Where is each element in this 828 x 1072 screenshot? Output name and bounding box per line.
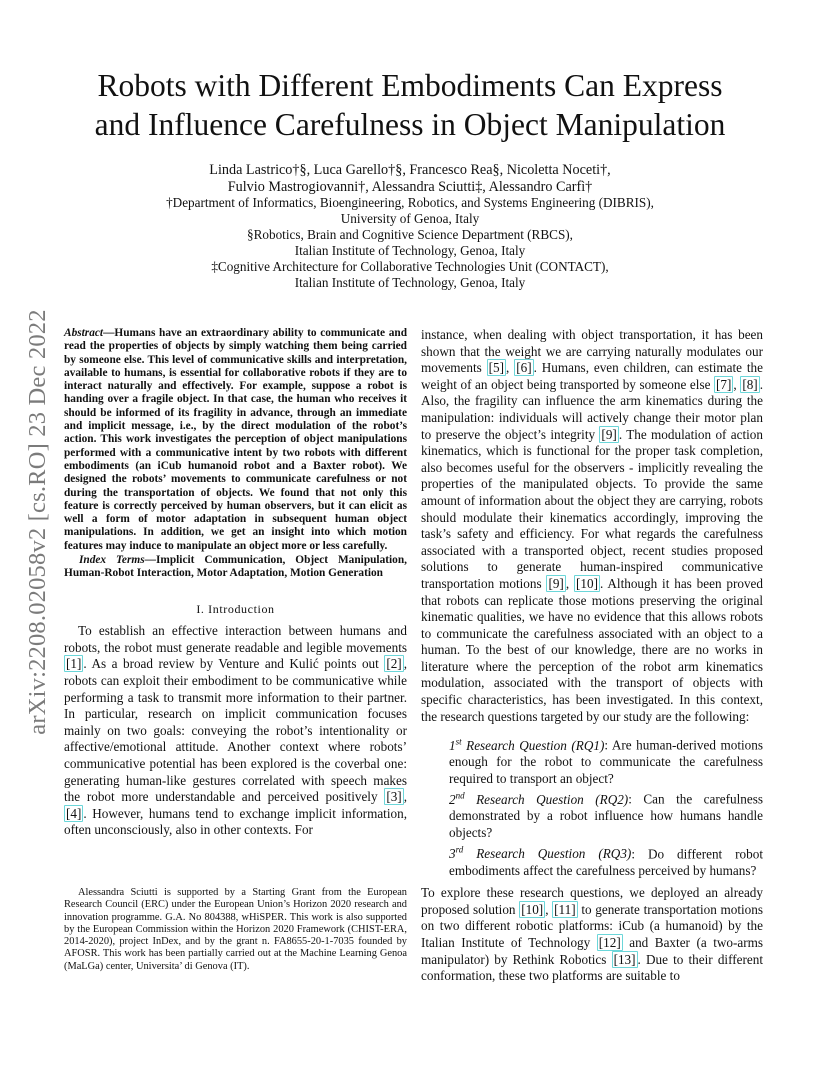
rq2-label bbox=[449, 792, 628, 807]
rq3-ordinal: rd bbox=[455, 844, 464, 855]
body-text: To explore these research questions, we deployed an already proposed solution bbox=[421, 885, 763, 917]
body-text: . The modulation of action kinematics, which is functional for the proper task completion, also becomes useful for the observers - implicitly revealing the properties of the manipulated objects. To provide the same amount of information about the object they are carrying, robots should modulate their kinematics accordingly, improving the task’s safety and efficiency. For what regards the carefulness associated with a transported object, recent studies proposed solutions to generate human-inspired communicative transportation motions bbox=[421, 426, 763, 591]
citation-link[interactable]: [3] bbox=[386, 789, 402, 805]
rq3-number: 3 bbox=[449, 845, 456, 861]
arxiv-side-stamp bbox=[18, 284, 58, 760]
citation-link[interactable]: [2] bbox=[386, 656, 402, 672]
section-heading-introduction: I. Introduction bbox=[196, 601, 275, 616]
rq1-number: 1 bbox=[449, 737, 456, 753]
intro-text: . As a broad review by Venture and Kulić points out bbox=[83, 656, 385, 672]
body-text: . Also, the fragility can influence the arm kinematics during the manipulation: individuals will actively change their motor plan to preserve the object’s integrity bbox=[421, 376, 763, 442]
authors-line-2: Fulvio Mastrogiovanni†, Alessandra Sciutti‡, Alessandro Carfì† bbox=[227, 178, 593, 195]
citation-link[interactable]: [1] bbox=[66, 656, 82, 672]
index-terms-heading: Index Terms bbox=[79, 554, 145, 567]
citation-link[interactable]: [10] bbox=[521, 901, 544, 917]
abstract-heading: Abstract bbox=[64, 327, 104, 339]
rq3-lead: Research Question (RQ3) bbox=[463, 845, 632, 861]
citation-link[interactable]: [9] bbox=[548, 575, 564, 591]
citation-link[interactable]: [13] bbox=[613, 951, 636, 967]
body-text: . Humans, even children, can estimate the weight of an object being transported by someone else bbox=[421, 360, 763, 392]
title-line-2: and Influence Carefulness in Object Manipulation bbox=[94, 107, 726, 142]
affiliation-2a: §Robotics, Brain and Cognitive Science Department (RBCS), bbox=[247, 227, 573, 243]
affiliation-2b: Italian Institute of Technology, Genoa, Italy bbox=[294, 243, 526, 259]
authors-line-1: Linda Lastrico†§, Luca Garello†§, Francesco Rea§, Nicoletta Noceti†, bbox=[209, 162, 611, 178]
rq1-label bbox=[449, 738, 604, 753]
funding-footnote: Alessandra Sciutti is supported by a Starting Grant from the European Research Council (ERC) under the European Union’s Horizon 2020 research and innovation programme. G.A. No 804388, wHiSPER. This work is also supported by the European Commission within the Horizon 2020 Framework (CHIST-ERA, 2014-2020), project InDex, and by the grant n. FA8655-20-1-7035 founded by AFOSR. This work has been partially carried out at the Machine Learning Genoa (MaLGa) center, Universita’ di Genova (IT). bbox=[64, 887, 407, 972]
body-text: . Due to their different conformation, these two platforms are suitable to bbox=[421, 951, 763, 984]
research-question-3 bbox=[449, 842, 763, 880]
right-paragraph-2 bbox=[421, 885, 763, 985]
citation-link[interactable]: [12] bbox=[598, 934, 621, 950]
intro-text: . However, humans tend to exchange implicit information, often unconsciously, also in other contexts. For bbox=[64, 805, 407, 838]
research-question-2 bbox=[449, 787, 763, 841]
affiliation-1b: University of Genoa, Italy bbox=[340, 211, 480, 227]
paper-title bbox=[60, 66, 760, 144]
body-text: , bbox=[565, 575, 574, 591]
body-text: , bbox=[733, 376, 741, 392]
rq2-lead: Research Question (RQ2) bbox=[464, 791, 629, 807]
body-text: and Baxter (a two-arms manipulator) by Rethink Robotics bbox=[421, 934, 764, 967]
affiliation-3a: ‡Cognitive Architecture for Collaborative Technologies Unit (CONTACT), bbox=[211, 259, 609, 275]
body-text: , bbox=[545, 901, 553, 917]
citation-link[interactable]: [5] bbox=[488, 360, 505, 376]
affiliation-1a: †Department of Informatics, Bioengineering, Robotics, and Systems Engineering (DIBRIS), bbox=[166, 195, 654, 211]
rq1-ordinal: st bbox=[455, 736, 462, 747]
index-terms bbox=[64, 554, 407, 581]
body-text: . Although it has been proved that robots can replicate those motions preserving the original kinematic qualities, we have no evidence that this allows robots to communicate the carefulness associated with an object to a human. To the best of our knowledge, there are no works in literature where the perception of the robot arm kinematics modulation, associated with the transport of objects with specific characteristics, has been investigated. In this context, the research questions targeted by our study are the following: bbox=[421, 575, 764, 724]
index-terms-body: —Implicit Communication, Object Manipulation, Human-Robot Interaction, Motor Adaptation, Motion Generation bbox=[64, 554, 408, 580]
rq2-body: : Can the carefulness demonstrated by a robot influence how humans handle objects? bbox=[449, 791, 763, 840]
author-block bbox=[100, 162, 720, 291]
citation-link[interactable]: [7] bbox=[716, 376, 732, 392]
citation-link[interactable]: [9] bbox=[601, 426, 617, 442]
intro-text: , robots can exploit their embodiment to be communicative while performing a task to transmit more information to their partner. In particular, research on implicit communication focuses mainly on two goals: conveying the robot’s intentionality or affective/emotional attitude. Another context where robots’ communicative potential has been explored is the coverbal one: generating human-like gestures correlated with speech makes the robot more understandable and perceived positively bbox=[64, 656, 407, 805]
left-column bbox=[64, 327, 407, 839]
research-question-1 bbox=[449, 733, 763, 787]
right-paragraph-1 bbox=[421, 327, 763, 725]
arxiv-identifier: arXiv:2208.02058v2 [cs.RO] 23 Dec 2022 bbox=[24, 309, 51, 735]
intro-paragraph bbox=[64, 623, 407, 839]
citation-link[interactable]: [8] bbox=[742, 376, 758, 392]
citation-link[interactable]: [10] bbox=[575, 575, 598, 591]
rq2-number: 2 bbox=[449, 791, 456, 807]
rq1-lead: Research Question (RQ1) bbox=[461, 737, 605, 753]
right-column bbox=[421, 327, 763, 985]
body-text: , bbox=[506, 360, 515, 376]
abstract-body: —Humans have an extraordinary ability to communicate and read the properties of objects by simply watching them being carried by someone else. This level of communicative skills and interpretation, available to humans, is essential for collaborative robots if they are to interact naturally and effectively. For example, suppose a robot is handing over a fragile object. In that case, the human who receives it should be informed of its fragility in advance, through an immediate and implicit message, i.e., by the direct modulation of the robot’s action. This work investigates the perception of object manipulations performed with a communicative intent by two robots with different embodiments (an iCub humanoid robot and a Baxter robot). We designed the robots’ movements to communicate carefulness or not during the transportation of objects. We found that not only this feature is correctly perceived by human observers, but it can elicit as well a form of motor adaptation in subsequent human object manipulations. In addition, we get an insight into which motion features may induce to manipulate an object more or less carefully. bbox=[64, 327, 407, 552]
rq1-body: : Are human-derived motions enough for the robot to communicate the carefulness required to transport an object? bbox=[449, 737, 764, 786]
title-line-1: Robots with Different Embodiments Can Express bbox=[97, 68, 723, 103]
abstract bbox=[64, 327, 407, 553]
rq3-label bbox=[449, 846, 631, 861]
rq2-ordinal: nd bbox=[455, 790, 465, 801]
citation-link[interactable]: [6] bbox=[516, 360, 532, 376]
affiliation-3b: Italian Institute of Technology, Genoa, Italy bbox=[294, 275, 526, 291]
citation-link[interactable]: [11] bbox=[554, 901, 576, 917]
rq3-body: : Do different robot embodiments affect the carefulness perceived by humans? bbox=[449, 845, 764, 878]
body-text: to generate transportation motions on two different robotic platforms: iCub (a humanoid) by the Italian Institute of Technology bbox=[421, 901, 763, 950]
intro-text: To establish an effective interaction between humans and robots, the robot must generate readable and legible movements bbox=[64, 623, 407, 655]
body-text: instance, when dealing with object transportation, it has been shown that the weight we are carrying naturally modulates our movements bbox=[421, 327, 763, 376]
intro-text: , bbox=[403, 789, 407, 805]
citation-link[interactable]: [4] bbox=[66, 805, 82, 821]
